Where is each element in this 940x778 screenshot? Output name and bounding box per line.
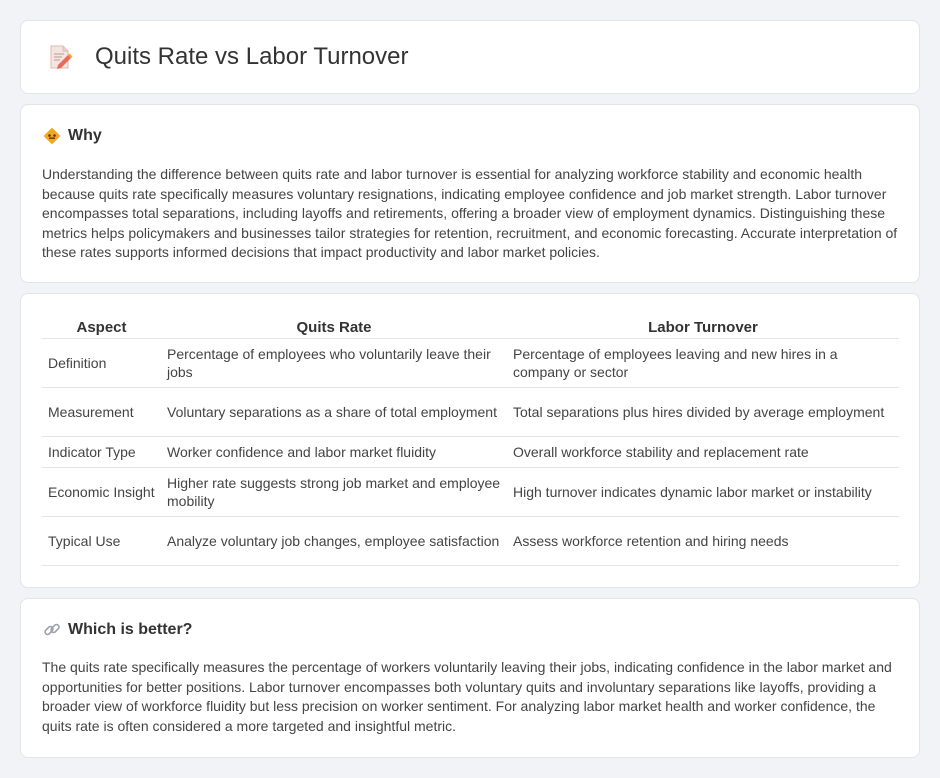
row-quits-value: Percentage of employees who voluntarily leave their jobs bbox=[161, 338, 507, 387]
better-heading: Which is better? bbox=[68, 621, 193, 638]
header-labor-turnover: Labor Turnover bbox=[648, 318, 758, 336]
page-title: Quits Rate vs Labor Turnover bbox=[95, 43, 409, 70]
better-heading-row bbox=[43, 621, 192, 639]
table-row bbox=[42, 516, 899, 565]
document-pencil-icon bbox=[47, 44, 73, 70]
title-card bbox=[20, 20, 920, 94]
row-quits-value: Worker confidence and labor market fluidity bbox=[161, 436, 507, 467]
link-icon bbox=[43, 621, 61, 639]
warning-diamond-icon bbox=[43, 127, 61, 145]
table-row bbox=[42, 467, 899, 516]
row-quits-value: Analyze voluntary job changes, employee satisfaction bbox=[161, 516, 507, 565]
row-turnover-value: Percentage of employees leaving and new hires in a company or sector bbox=[507, 338, 899, 387]
row-turnover-value: Assess workforce retention and hiring needs bbox=[507, 516, 899, 565]
why-heading: Why bbox=[68, 127, 102, 144]
comparison-table bbox=[42, 316, 899, 566]
comparison-card bbox=[20, 293, 920, 588]
why-heading-row bbox=[43, 127, 102, 145]
row-aspect: Definition bbox=[42, 338, 161, 387]
table-row bbox=[42, 387, 899, 436]
row-turnover-value: Overall workforce stability and replacement rate bbox=[507, 436, 899, 467]
why-text: Understanding the difference between quits rate and labor turnover is essential for analyzing workforce stability and economic health because quits rate specifically measures voluntary resignations, indicating employee confidence and job market strength. Labor turnover encompasses total separations, including layoffs and retirements, offering a broader view of employment dynamics. Distinguishing these metrics helps policymakers and businesses tailor strategies for retention, recruitment, and economic forecasting. Accurate interpretation of these rates supports informed decisions that impact productivity and labor market policies. bbox=[42, 166, 898, 261]
better-text: The quits rate specifically measures the percentage of workers voluntarily leaving their jobs, indicating confidence in the labor market and opportunities for better positions. Labor turnover encompasses both voluntary quits and involuntary separations like layoffs, providing a broader view of workforce fluidity but less precision on worker sentiment. For analyzing labor market health and worker confidence, the quits rate is often considered a more targeted and insightful metric. bbox=[42, 659, 892, 734]
row-aspect: Typical Use bbox=[42, 516, 161, 565]
row-turnover-value: Total separations plus hires divided by average employment bbox=[507, 387, 899, 436]
row-aspect: Economic Insight bbox=[42, 467, 161, 516]
table-row bbox=[42, 436, 899, 467]
row-quits-value: Voluntary separations as a share of total employment bbox=[161, 387, 507, 436]
row-quits-value: Higher rate suggests strong job market and employee mobility bbox=[161, 467, 507, 516]
row-aspect: Measurement bbox=[42, 387, 161, 436]
why-card bbox=[20, 104, 920, 283]
table-header-row bbox=[42, 316, 899, 338]
row-turnover-value: High turnover indicates dynamic labor market or instability bbox=[507, 467, 899, 516]
header-quits-rate: Quits Rate bbox=[296, 318, 372, 336]
which-better-card bbox=[20, 598, 920, 758]
row-aspect: Indicator Type bbox=[42, 436, 161, 467]
table-row bbox=[42, 338, 899, 387]
header-aspect: Aspect bbox=[76, 318, 127, 336]
